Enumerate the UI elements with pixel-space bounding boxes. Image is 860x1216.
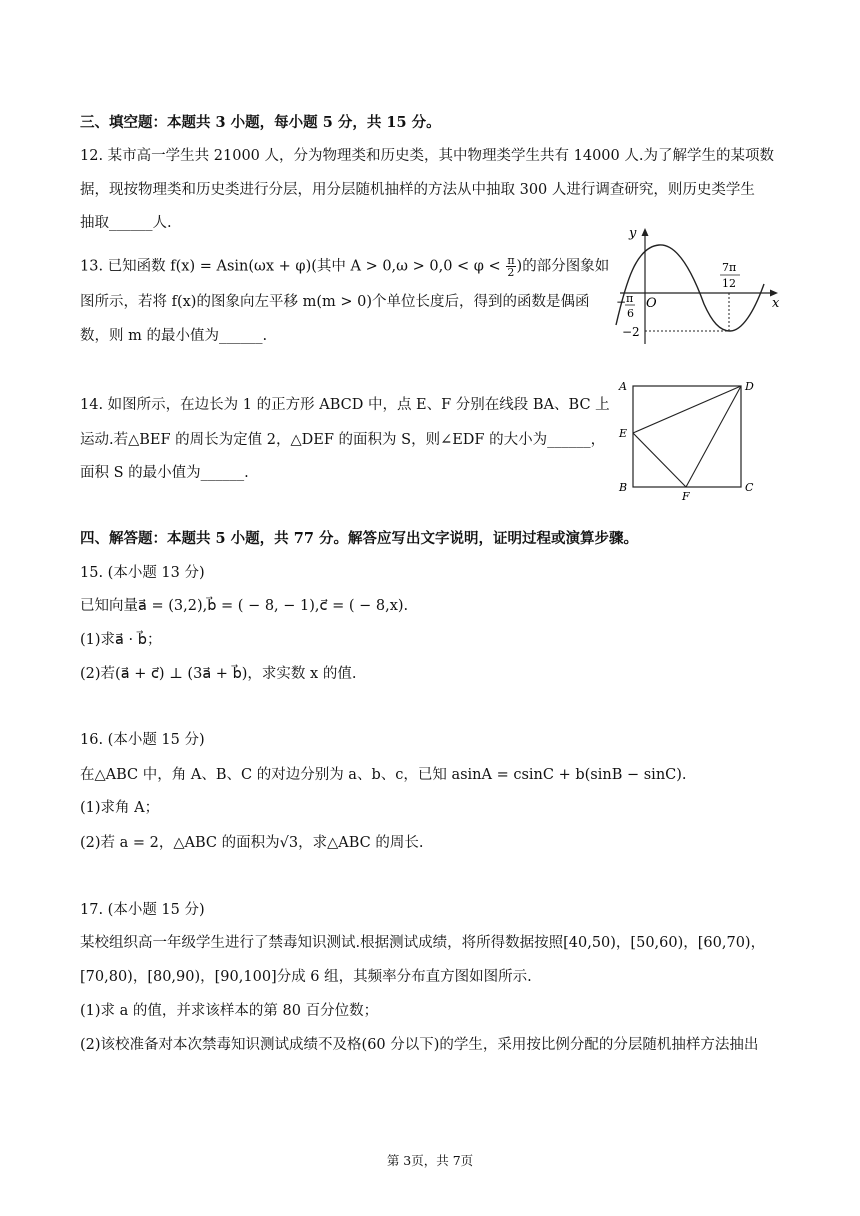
q17-line-2: [70,80)，[80,90)，[90,100]分成 6 组，其频率分布直方图如图所示. xyxy=(80,969,532,985)
q13-formula: f(x) = Asin(ωx + φ)(其中 A > 0,ω > 0,0 < φ < xyxy=(170,258,506,275)
q17-title: 17. (本小题 15 分) xyxy=(80,902,205,918)
q17-part-2: (2)该校准备对本次禁毒知识测试成绩不及格(60 分以下)的学生，采用按比例分配的分层随机抽样方法抽出 xyxy=(80,1037,759,1053)
q13-line-1 xyxy=(80,255,609,278)
q13-fraction-den: 2 xyxy=(507,266,515,279)
q16-part-1: (1)求角 A； xyxy=(80,800,160,816)
q16-title: 16. (本小题 15 分) xyxy=(80,732,205,748)
q13-line-3: 数，则 m 的最小值为______. xyxy=(80,328,268,344)
page-footer: 第 3页，共 7页 xyxy=(386,1153,474,1168)
q12-line-3: 抽取______人. xyxy=(80,215,172,231)
q16-part-2: (2)若 a = 2，△ABC 的面积为√3，求△ABC 的周长. xyxy=(80,835,424,851)
q13-fraction-num: π xyxy=(507,254,515,267)
q13-sine-graph xyxy=(612,222,784,350)
y-axis-label: y xyxy=(629,226,637,241)
section-heading-fill-blank: 三、填空题：本题共 3 小题，每小题 5 分，共 15 分。 xyxy=(80,114,441,131)
q15-part-1: (1)求a⃗ · b⃗； xyxy=(80,632,162,648)
origin-label: O xyxy=(646,296,657,311)
q13-suffix: )的部分图象如 xyxy=(516,258,610,275)
label-c: C xyxy=(745,481,754,494)
label-a: A xyxy=(619,380,627,393)
segment-fd xyxy=(686,386,741,487)
right-den-label: 12 xyxy=(722,277,736,290)
left-num-label: π xyxy=(626,292,634,305)
min-value-label: −2 xyxy=(622,325,640,339)
sine-curve xyxy=(616,245,764,331)
label-f: F xyxy=(682,490,690,502)
q13-prefix: 13. 已知函数 xyxy=(80,258,171,275)
square-abcd xyxy=(633,386,741,487)
q14-square-figure xyxy=(614,376,766,502)
section-heading-answer: 四、解答题：本题共 5 小题，共 77 分。解答应写出文字说明，证明过程或演算步骤。 xyxy=(80,530,638,547)
q15-stem: 已知向量a⃗ = (3,2),b⃗ = ( − 8, − 1),c⃗ = ( − 8,x). xyxy=(80,598,409,614)
y-axis-arrow xyxy=(642,228,649,236)
right-num-label: 7π xyxy=(722,261,737,274)
q12-line-2: 据，现按物理类和历史类进行分层，用分层随机抽样的方法从中抽取 300 人进行调查研究，则历史类学生 xyxy=(80,182,755,198)
q14-line-1: 14. 如图所示，在边长为 1 的正方形 ABCD 中，点 E、F 分别在线段 BA、BC 上 xyxy=(80,397,610,413)
segment-ed xyxy=(633,386,741,433)
q13-fraction xyxy=(506,255,515,278)
q13-line-2: 图所示，若将 f(x)的图象向左平移 m(m > 0)个单位长度后，得到的函数是偶函 xyxy=(80,294,590,310)
label-d: D xyxy=(745,380,754,393)
q17-line-1: 某校组织高一年级学生进行了禁毒知识测试.根据测试成绩，将所得数据按照[40,50)，[50,60)，[60,70)， xyxy=(80,935,766,951)
segment-ef xyxy=(633,433,686,487)
q17-part-1: (1)求 a 的值，并求该样本的第 80 百分位数； xyxy=(80,1003,379,1019)
x-axis-label: x xyxy=(772,296,780,311)
q14-line-2: 运动.若△BEF 的周长为定值 2，△DEF 的面积为 S，则∠EDF 的大小为______， xyxy=(80,432,606,448)
q15-title: 15. (本小题 13 分) xyxy=(80,565,205,581)
q12-line-1: 12. 某市高一学生共 21000 人，分为物理类和历史类，其中物理类学生共有 14000 人.为了解学生的某项数 xyxy=(80,148,774,164)
label-e: E xyxy=(619,427,628,440)
q15-part-2: (2)若(a⃗ + c⃗) ⊥ (3a⃗ + b⃗)，求实数 x 的值. xyxy=(80,666,357,682)
q16-stem: 在△ABC 中，角 A、B、C 的对边分别为 a、b、c，已知 asinA = csinC + b(sinB − sinC). xyxy=(80,767,687,783)
label-b: B xyxy=(619,481,628,494)
left-den-label: 6 xyxy=(627,307,634,320)
q14-line-3: 面积 S 的最小值为______. xyxy=(80,465,249,481)
left-sign-label: − xyxy=(616,295,627,309)
